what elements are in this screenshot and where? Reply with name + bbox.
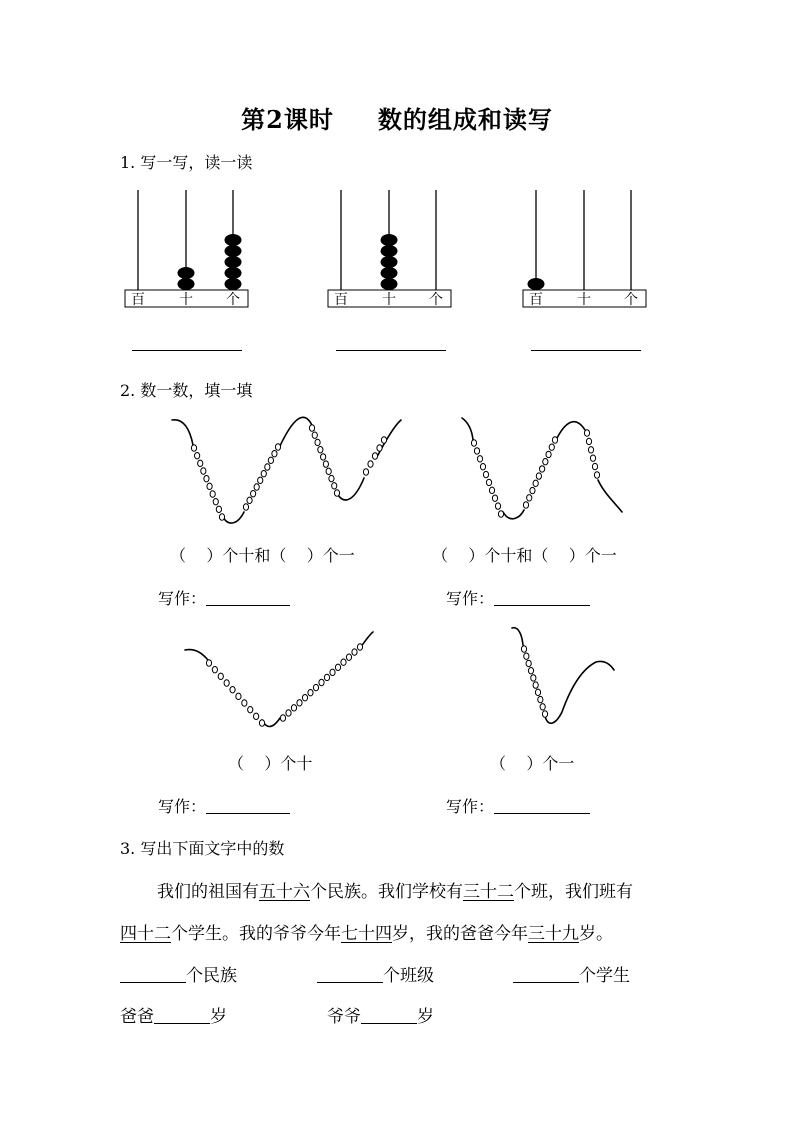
counting-bead [216, 506, 221, 512]
para-text: 个学生。我的爷爷今年 [171, 924, 341, 944]
counting-bead [261, 470, 266, 476]
counting-bead [198, 460, 203, 466]
counting-bead [258, 477, 263, 483]
counting-bead [538, 696, 543, 702]
para-text: 个班，我们班有 [514, 882, 633, 902]
lesson-topic: 数的组成和读写 [377, 105, 553, 134]
counting-bead [474, 448, 479, 454]
answer-unit: 个民族 [186, 966, 237, 986]
counting-bead [207, 483, 212, 489]
counting-bead [224, 680, 229, 686]
lesson-number: 第2课时 [241, 105, 334, 134]
counting-bead [335, 664, 340, 670]
answer-blank[interactable] [317, 965, 383, 983]
counting-bead [480, 463, 485, 469]
counting-bead [321, 454, 326, 460]
counting-bead [204, 475, 209, 481]
counting-bead [243, 504, 248, 510]
number-words-classes: 三十二 [463, 882, 514, 902]
counting-bead [536, 473, 541, 479]
number-words-dad-age: 三十九 [528, 924, 579, 944]
counting-bead [302, 695, 307, 701]
counting-bead [363, 469, 368, 475]
section1-heading: 1. 写一写，读一读 [120, 153, 253, 172]
counting-bead [254, 713, 259, 719]
counting-bead [535, 689, 540, 695]
counting-bead [206, 660, 211, 666]
counting-bead [372, 453, 377, 459]
counting-bead [368, 461, 373, 467]
write-label: 写作： [446, 589, 495, 608]
number-words-ethnic-groups: 五十六 [259, 882, 310, 902]
para-text: 岁，我的爸爸今年 [392, 924, 528, 944]
counting-bead [275, 444, 280, 450]
counting-bead [542, 711, 547, 717]
counting-bead [486, 479, 491, 485]
counting-bead [552, 437, 557, 443]
counting-bead [219, 514, 224, 520]
section2-heading: 2. 数一数，填一填 [120, 381, 253, 400]
counting-bead [584, 430, 589, 436]
write-label: 写作： [158, 589, 207, 608]
counting-bead [212, 666, 217, 672]
answer-unit: 个学生 [579, 966, 630, 986]
counting-bead [540, 466, 545, 472]
counting-bead [297, 700, 302, 706]
counting-bead [588, 447, 593, 453]
counting-bead [352, 649, 357, 655]
para-text: 我们的祖国有 [157, 882, 259, 902]
paragraph-line-2 [120, 919, 613, 944]
counting-bead [286, 710, 291, 716]
bead-string [185, 632, 373, 727]
counting-bead [483, 471, 488, 477]
counting-bead [280, 715, 285, 721]
number-words-grandpa-age: 七十四 [341, 924, 392, 944]
counting-bead [377, 445, 382, 451]
write-label: 写作： [158, 797, 207, 816]
count-prompt-2: （ ）个十和（ ）个一 [432, 546, 617, 565]
counting-bead [318, 446, 323, 452]
answer-unit: 个班级 [383, 966, 434, 986]
write-answer-blank[interactable] [494, 795, 590, 814]
answer-dad-age [120, 1002, 227, 1027]
counting-bead [498, 511, 503, 517]
counting-bead [526, 660, 531, 666]
write-answer-blank[interactable] [206, 795, 290, 814]
counting-bead [319, 679, 324, 685]
counting-bead [590, 455, 595, 461]
counting-bead [530, 487, 535, 493]
bead-string [512, 628, 614, 724]
answer-students [513, 961, 630, 986]
answer-ethnic-groups [120, 961, 237, 986]
counting-bead [195, 452, 200, 458]
para-text: 岁。 [579, 924, 613, 944]
counting-bead [381, 437, 386, 443]
write-row-1-left [158, 586, 290, 609]
place-label: 十 [382, 292, 396, 308]
place-label: 个 [429, 292, 443, 308]
counting-bead [268, 457, 273, 463]
answer-blank[interactable] [361, 1006, 417, 1024]
counting-bead [251, 490, 256, 496]
write-row-2-left [158, 794, 290, 817]
count-prompt-4: （ ）个一 [490, 754, 575, 773]
counting-bead [527, 495, 532, 501]
counting-bead [308, 689, 313, 695]
answer-blank[interactable] [513, 965, 579, 983]
place-label: 百 [131, 292, 145, 308]
counting-bead [592, 463, 597, 469]
counting-bead [357, 644, 362, 650]
counting-bead [531, 675, 536, 681]
answer-unit: 岁 [417, 1007, 434, 1027]
counting-bead [309, 425, 314, 431]
counting-bead [201, 468, 206, 474]
place-label: 个 [624, 292, 638, 308]
counting-bead [477, 456, 482, 462]
answer-blank[interactable] [154, 1006, 210, 1024]
counting-bead [533, 682, 538, 688]
counting-bead [291, 705, 296, 711]
counting-bead [265, 464, 270, 470]
section3-heading: 3. 写出下面文字中的数 [120, 839, 285, 858]
count-prompt-1: （ ）个十和（ ）个一 [170, 546, 355, 565]
counting-bead [521, 646, 526, 652]
place-label: 十 [577, 292, 591, 308]
answer-label: 爷爷 [327, 1007, 361, 1027]
counting-bead [524, 653, 529, 659]
counting-bead [594, 472, 599, 478]
answer-blank[interactable] [120, 965, 186, 983]
counting-bead [248, 706, 253, 712]
write-label: 写作： [446, 797, 495, 816]
number-words-students: 四十二 [120, 924, 171, 944]
counting-bead [523, 502, 528, 508]
counting-bead [330, 669, 335, 675]
counting-bead [528, 667, 533, 673]
counting-bead [324, 674, 329, 680]
counting-bead [549, 444, 554, 450]
counting-bead [346, 654, 351, 660]
answer-unit: 岁 [210, 1007, 227, 1027]
write-row-2-right [446, 794, 590, 817]
counting-bead [230, 686, 235, 692]
counting-bead [259, 720, 264, 726]
counting-bead [218, 673, 223, 679]
counting-bead [210, 491, 215, 497]
answer-label: 爸爸 [120, 1007, 154, 1027]
counting-bead [326, 468, 331, 474]
place-label: 百 [529, 292, 543, 308]
counting-bead [254, 484, 259, 490]
write-row-1-right [446, 586, 590, 609]
place-label: 十 [179, 292, 193, 308]
counting-bead [272, 450, 277, 456]
counting-bead [492, 495, 497, 501]
place-label: 个 [226, 292, 240, 308]
count-prompt-3: （ ）个十 [228, 754, 313, 773]
para-text: 个民族。我们学校有 [310, 882, 463, 902]
counting-bead [334, 490, 339, 496]
counting-bead [543, 458, 548, 464]
counting-bead [242, 700, 247, 706]
counting-bead [213, 498, 218, 504]
counting-bead [546, 451, 551, 457]
counting-bead [495, 503, 500, 509]
counting-bead [312, 432, 317, 438]
counting-bead [471, 440, 476, 446]
place-label: 百 [334, 292, 348, 308]
counting-bead [236, 693, 241, 699]
write-answer-blank[interactable] [206, 587, 290, 606]
counting-bead [329, 475, 334, 481]
counting-bead [540, 704, 545, 710]
counting-bead [586, 438, 591, 444]
counting-bead [313, 684, 318, 690]
counting-bead [341, 659, 346, 665]
write-answer-blank[interactable] [494, 587, 590, 606]
counting-bead [533, 480, 538, 486]
counting-bead [489, 487, 494, 493]
answer-classes [317, 961, 434, 986]
counting-bead [191, 445, 196, 451]
counting-bead [247, 497, 252, 503]
answer-grandpa-age [327, 1002, 434, 1027]
counting-bead [315, 439, 320, 445]
paragraph-line-1 [157, 877, 633, 902]
counting-bead [323, 461, 328, 467]
counting-bead [332, 483, 337, 489]
